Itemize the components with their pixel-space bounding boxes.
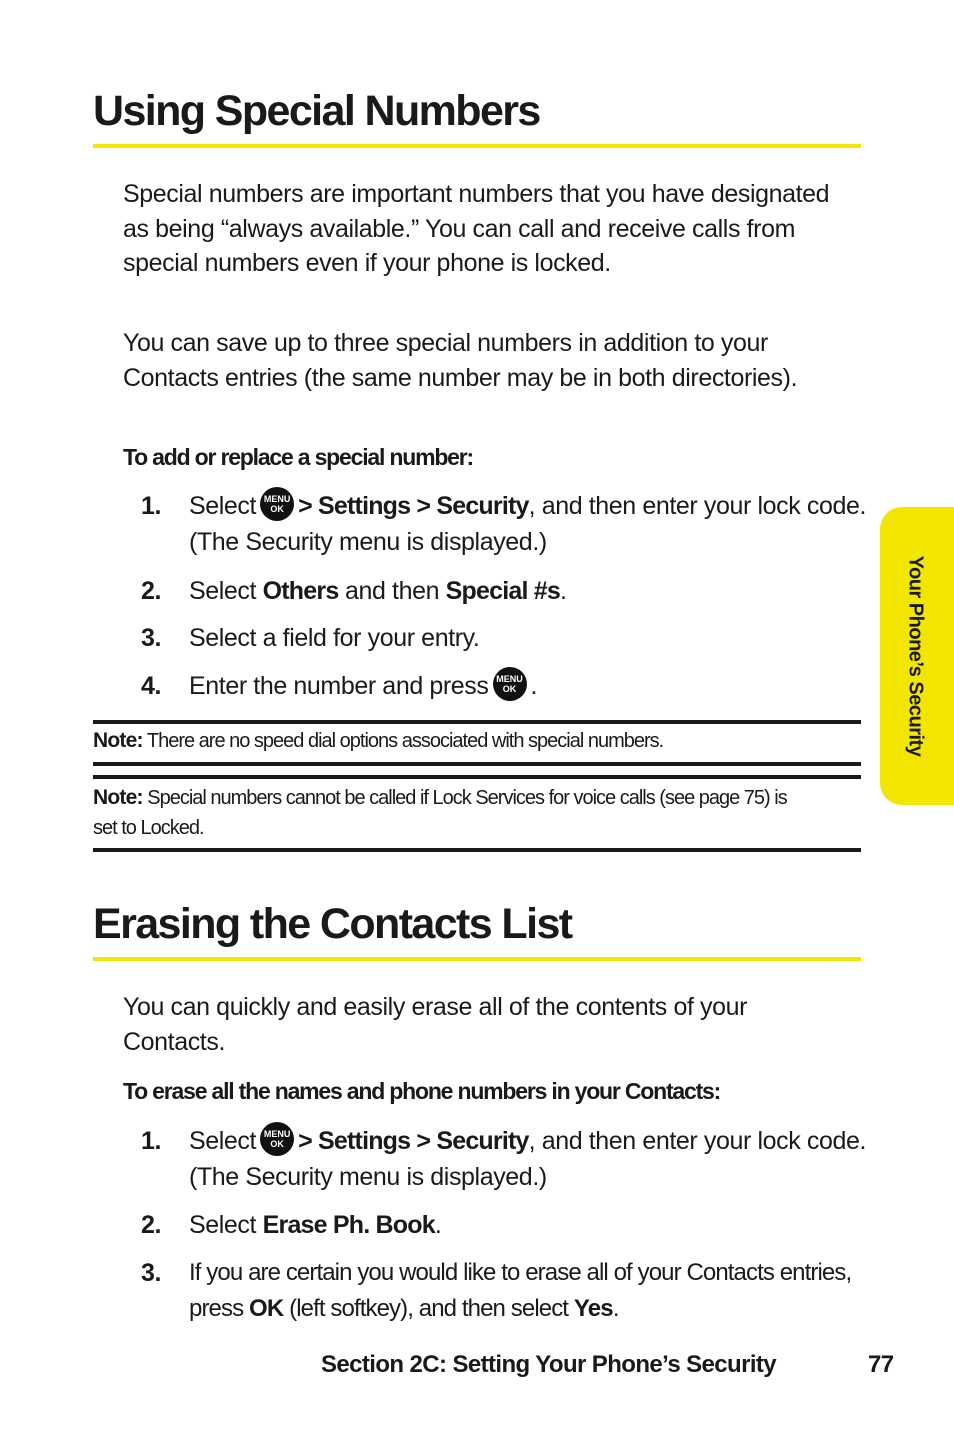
step-text: Select Erase Ph. Book. [189,1211,442,1239]
step-number: 4. [141,672,162,700]
step-text: If you are certain you would like to erase all of your Contacts entries, press OK (left softkey), and then select Yes. [189,1259,852,1322]
procedure-heading: To erase all the names and phone numbers in your Contacts: [123,1078,721,1104]
step-number: 1. [141,1127,162,1155]
procedure-heading: To add or replace a special number: [123,444,473,470]
step-text: Select a field for your entry. [189,624,480,652]
footer-section-title: Section 2C: Setting Your Phone’s Security [321,1351,777,1378]
section-title: Erasing the Contacts List [93,900,572,948]
note-rule [93,848,861,852]
step-text: Select MENU OK > Settings > Security, and then enter your lock code. (The Security menu is displayed.) [189,488,869,560]
yellow-divider [93,144,861,148]
step-number: 2. [141,577,162,605]
note-rule [93,720,861,724]
menu-ok-icon: MENU OK [260,1122,294,1156]
menu-ok-icon: MENU OK [260,487,294,521]
paragraph: You can quickly and easily erase all of the contents of your Contacts. [123,993,748,1056]
page-number: 77 [868,1351,894,1378]
step-text: Select Others and then Special #s. [189,577,567,605]
note-rule [93,775,861,779]
section-title: Using Special Numbers [93,87,540,135]
step-number: 3. [141,624,162,652]
note: Note: Special numbers cannot be called if Lock Services for voice calls (see page 75) is set to Locked. [93,786,787,839]
side-tab-label: Your Phone’s Security [904,555,927,757]
step-text: Select MENU OK > Settings > Security, and then enter your lock code. (The Security menu is displayed.) [189,1123,869,1195]
step-number: 1. [141,492,162,520]
step-number: 2. [141,1211,162,1239]
note-rule [93,762,861,766]
step-number: 3. [141,1259,162,1287]
paragraph: You can save up to three special numbers in addition to your Contacts entries (the same number may be in both directories). [123,329,798,392]
paragraph: Special numbers are important numbers that you have designated as being “always available.” You can call and receive calls from special numbers even if your phone is locked. [123,180,830,277]
note: Note: There are no speed dial options associated with special numbers. [93,729,664,752]
menu-ok-icon: MENU OK [493,667,527,701]
step-text: Enter the number and press MENU OK . [189,668,869,704]
yellow-divider [93,957,861,961]
